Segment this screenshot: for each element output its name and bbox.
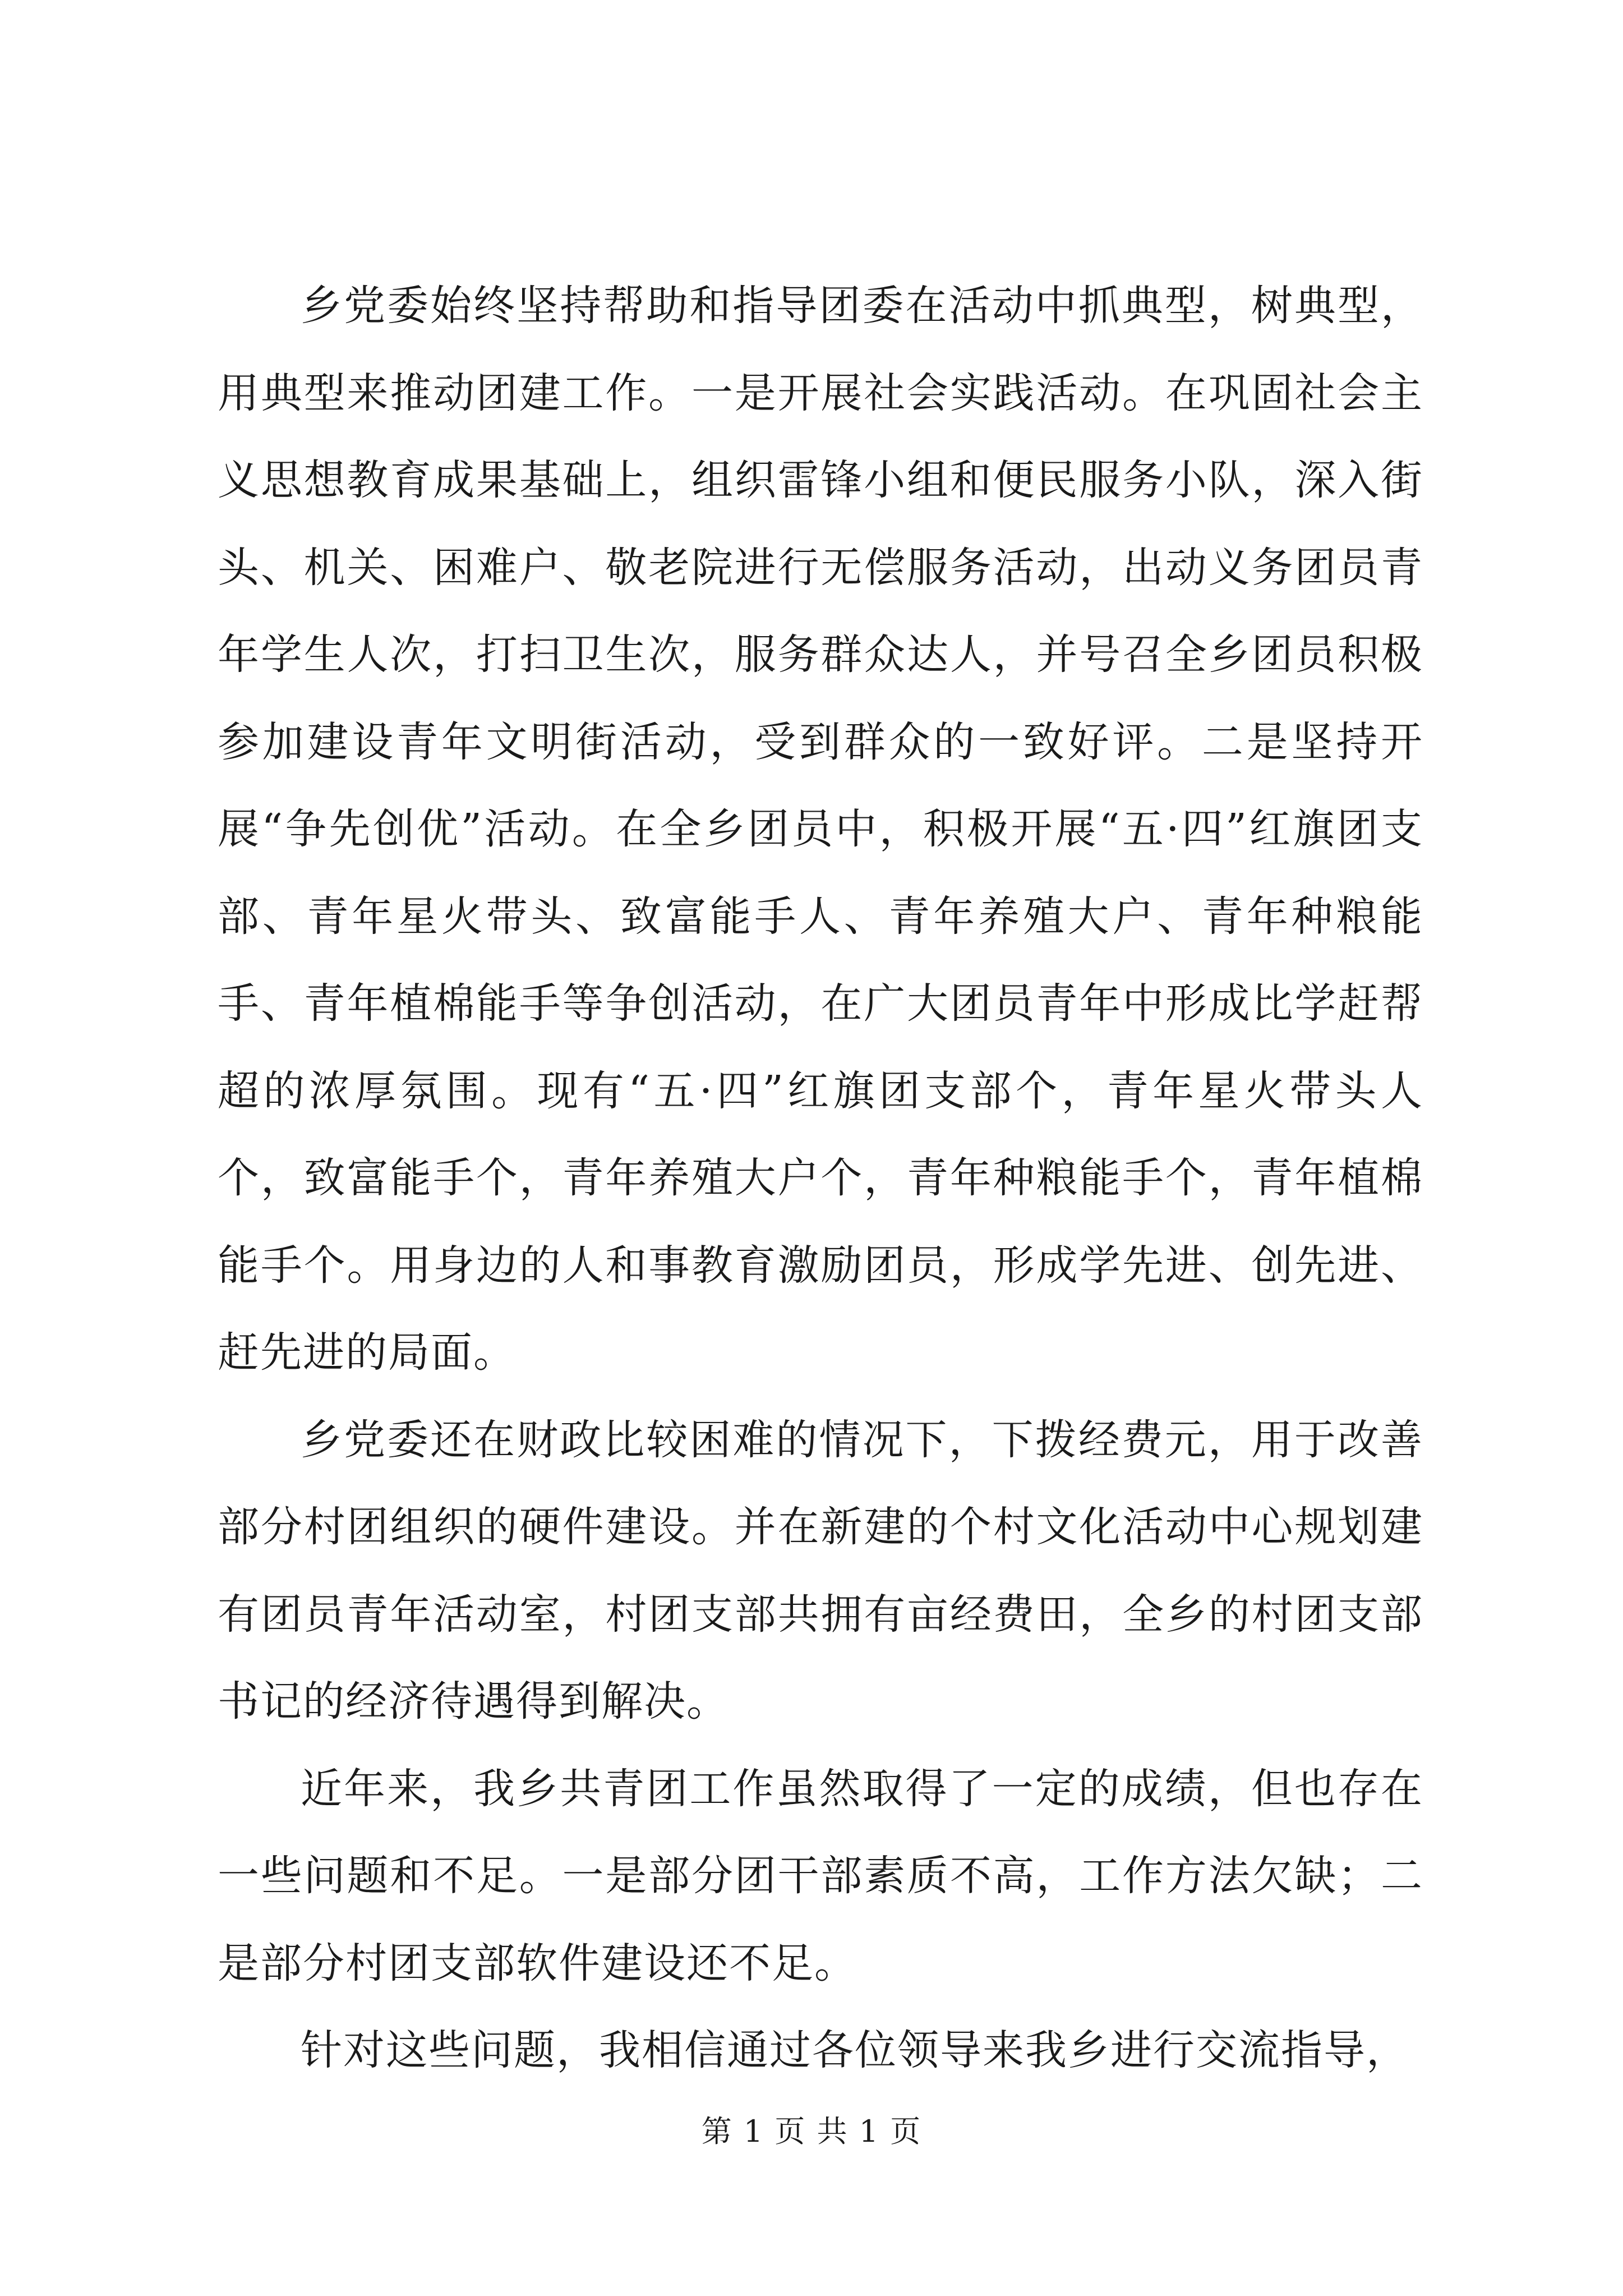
paragraph-1: 乡党委始终坚持帮助和指导团委在活动中抓典型，树典型，用典型来推动团建工作。一是开展社会实践活动。在巩固社会主义思想教育成果基础上，组织雷锋小组和便民服务小队，深入街头、机关、困难户、敬老院进行无偿服务活动，出动义务团员青年学生人次，打扫卫生次，服务群众达人，并号召全乡团员积极参加建设青年文明街活动，受到群众的一致好评。二是坚持开展“争先创优”活动。在全乡团员中，积极开展“五·四”红旗团支部、青年星火带头、致富能手人、青年养殖大户、青年种粮能手、青年植棉能手等争创活动，在广大团员青年中形成比学赶帮超的浓厚氛围。现有“五·四”红旗团支部个，青年星火带头人个，致富能手个，青年养殖大户个，青年种粮能手个，青年植棉能手个。用身边的人和事教育激励团员，形成学先进、创先进、赶先进的局面。 <box>218 282 1423 1377</box>
paragraph-2: 乡党委还在财政比较困难的情况下，下拨经费元，用于改善部分村团组织的硬件建设。并在新建的个村文化活动中心规划建有团员青年活动室，村团支部共拥有亩经费田，全乡的村团支部书记的经济待遇得到解决。 <box>218 1415 1423 1726</box>
page-number-footer: 第 1 页 共 1 页 <box>701 2114 922 2149</box>
paragraph-4: 针对这些问题，我相信通过各位领导来我乡进行交流指导， <box>301 2026 1409 2074</box>
paragraph-3: 近年来，我乡共青团工作虽然取得了一定的成绩，但也存在一些问题和不足。一是部分团干部素质不高，工作方法欠缺；二是部分村团支部软件建设还不足。 <box>218 1764 1423 1987</box>
document-body <box>218 263 1423 2095</box>
